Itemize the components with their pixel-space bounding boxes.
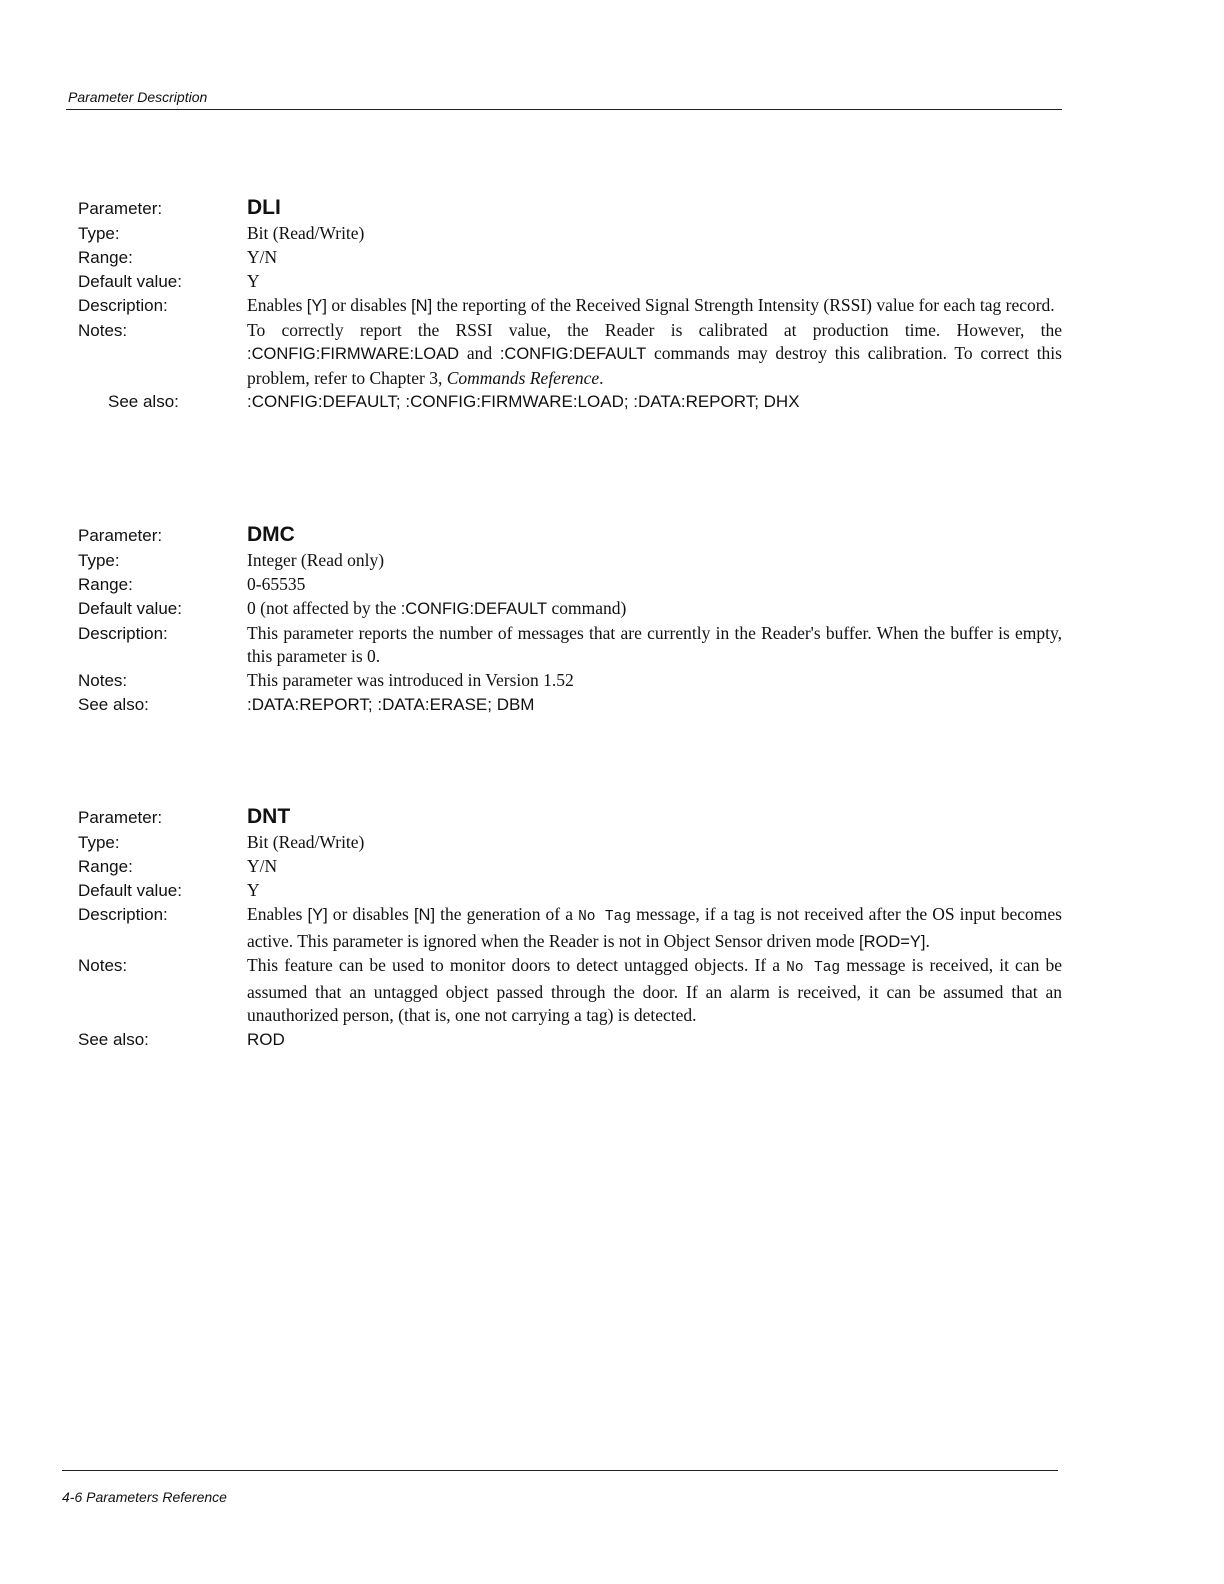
footer-rule [62, 1470, 1058, 1471]
description-row [78, 622, 1062, 669]
see-also-row [78, 1028, 1062, 1052]
description-value [247, 903, 1062, 954]
notes-text: and [459, 343, 500, 363]
notes-text: message is received, it can be assumed that an untagged object passed through the door. If an alarm is received, it can be assumed that an unauthorized person, (that is, one not carrying a tag) is detected. [247, 955, 1062, 1025]
parameter-label: Parameter: [78, 808, 163, 827]
type-label: Type: [78, 224, 120, 243]
range-label: Range: [78, 575, 133, 594]
type-row [78, 222, 1062, 246]
message-code: No Tag [578, 909, 632, 925]
description-text: . [925, 930, 930, 951]
see-also-row [78, 390, 1062, 414]
param-name-row [78, 521, 1062, 549]
disable-mark: [N] [413, 906, 436, 924]
see-also-value: :CONFIG:DEFAULT; :CONFIG:FIRMWARE:LOAD; :DATA:REPORT; DHX [247, 392, 800, 411]
type-row [78, 549, 1062, 573]
default-label: Default value: [78, 272, 182, 291]
range-value: 0-65535 [247, 574, 306, 594]
description-row [78, 294, 1062, 319]
notes-row [78, 669, 1062, 693]
see-also-label: See also: [78, 1029, 149, 1049]
see-also-value: :DATA:REPORT; :DATA:ERASE; DBM [247, 694, 535, 714]
chapter-reference: Commands Reference [446, 367, 600, 388]
enable-mark: [Y] [307, 906, 328, 924]
description-label: Description: [78, 296, 168, 315]
description-value [247, 294, 1062, 319]
param-name: DLI [247, 196, 281, 219]
param-name-row [78, 194, 1062, 222]
description-text: the generation of a [435, 904, 579, 924]
param-block-dnt [78, 803, 1062, 1052]
type-value: Bit (Read/Write) [247, 832, 365, 852]
description-text: or disables [326, 295, 412, 315]
default-label: Default value: [78, 599, 182, 618]
default-row [78, 270, 1062, 294]
footer-page-label: 4-6 Parameters Reference [62, 1489, 227, 1505]
default-value: Y [247, 271, 260, 291]
range-value: Y/N [247, 247, 278, 267]
notes-label: Notes: [78, 670, 128, 690]
description-text: Enables [247, 295, 307, 315]
see-also-value: ROD [247, 1029, 285, 1049]
default-text: 0 (not affected by the [247, 598, 401, 618]
param-name-row [78, 803, 1062, 831]
disable-mark: [N] [411, 297, 433, 315]
notes-text: To correctly report the RSSI value, the Reader is calibrated at production time. However, the [247, 319, 1062, 340]
range-value: Y/N [247, 856, 278, 876]
range-row [78, 855, 1062, 879]
param-name: DNT [247, 805, 291, 828]
description-text: the reporting of the Received Signal Strength Intensity (RSSI) value for each tag record. [432, 295, 1055, 315]
description-label: Description: [78, 905, 168, 924]
type-label: Type: [78, 551, 120, 570]
param-block-dli [78, 194, 1062, 414]
description-label: Description: [78, 623, 168, 643]
notes-label: Notes: [78, 320, 128, 340]
type-value: Bit (Read/Write) [247, 223, 365, 243]
parameter-label: Parameter: [78, 526, 163, 545]
notes-text: commands may destroy this calibration. To correct this problem, refer to Chapter 3, [247, 343, 1062, 388]
notes-text: This feature can be used to monitor doors to detect untagged objects. If a [247, 955, 787, 975]
mode-setting: [ROD=Y] [859, 932, 926, 951]
param-name: DMC [247, 523, 295, 546]
enable-mark: [Y] [306, 297, 327, 315]
range-label: Range: [78, 857, 133, 876]
range-label: Range: [78, 248, 133, 267]
notes-value: This parameter was introduced in Version 1.52 [247, 669, 574, 690]
default-text: command) [547, 598, 627, 618]
command-name: :CONFIG:DEFAULT [400, 600, 548, 618]
notes-value [247, 319, 1062, 391]
command-name: :CONFIG:DEFAULT [499, 345, 647, 363]
range-row [78, 246, 1062, 270]
notes-value [247, 954, 1062, 1028]
parameter-label: Parameter: [78, 199, 163, 218]
notes-row [78, 319, 1062, 391]
description-text: message, if a tag is not received after the OS input becomes active. This parameter is ignored when the Reader is not in Object Sensor driven mode [247, 904, 1062, 951]
default-value [247, 597, 1062, 622]
see-also-label: See also: [78, 694, 149, 714]
description-text: Enables [247, 904, 308, 924]
param-block-dmc [78, 521, 1062, 717]
type-value: Integer (Read only) [247, 550, 385, 570]
see-also-label: See also: [108, 392, 179, 411]
type-label: Type: [78, 833, 120, 852]
default-label: Default value: [78, 881, 182, 900]
command-name: :CONFIG:FIRMWARE:LOAD [247, 345, 460, 363]
description-value: This parameter reports the number of messages that are currently in the Reader's buffer. When the buffer is empty, this parameter is 0. [247, 622, 1062, 666]
see-also-row [78, 693, 1062, 717]
message-code: No Tag [786, 960, 841, 976]
description-text: or disables [327, 904, 414, 924]
type-row [78, 831, 1062, 855]
default-row [78, 597, 1062, 622]
page-header [66, 89, 1062, 110]
description-row [78, 903, 1062, 954]
range-row [78, 573, 1062, 597]
default-value: Y [247, 880, 260, 900]
notes-label: Notes: [78, 956, 128, 975]
header-title: Parameter Description [68, 89, 208, 105]
default-row [78, 879, 1062, 903]
notes-text: . [599, 367, 604, 388]
notes-row [78, 954, 1062, 1028]
